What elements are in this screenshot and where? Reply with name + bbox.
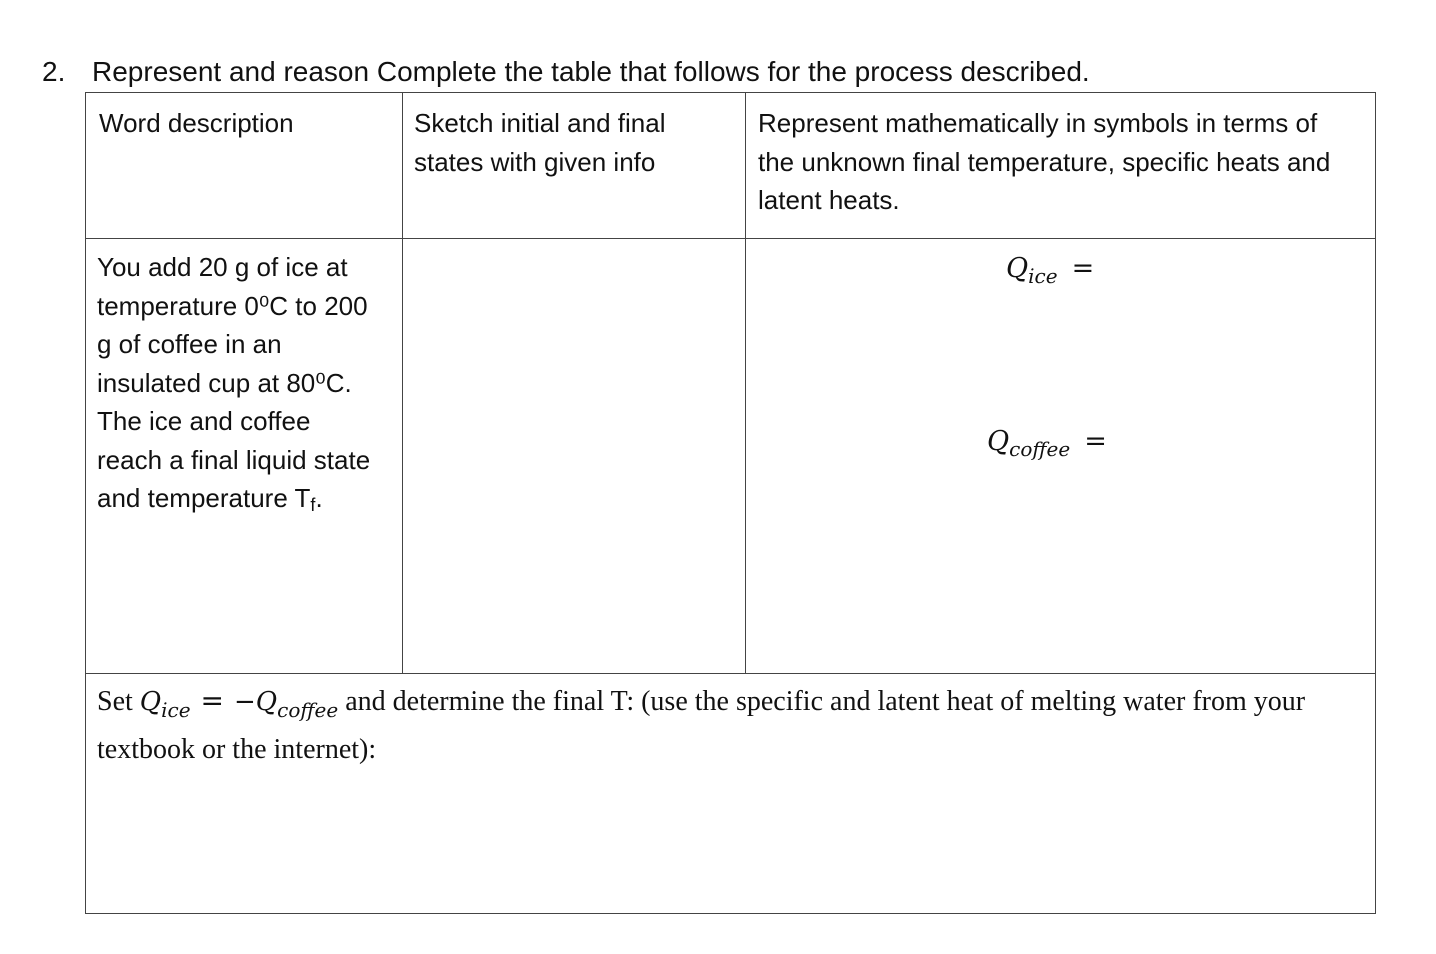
q-ice-subscript: ice bbox=[1028, 264, 1058, 288]
q-coffee-subscript: coffee bbox=[1009, 437, 1071, 461]
bottom-equals: = bbox=[200, 684, 225, 717]
tf-subscript: f bbox=[310, 495, 316, 515]
question-heading bbox=[42, 52, 1090, 92]
header-sketch: Sketch initial and final states with given info bbox=[414, 108, 666, 177]
bottom-row-divider bbox=[86, 673, 1375, 674]
q-coffee-equals: = bbox=[1084, 426, 1107, 457]
word-description-cell bbox=[97, 248, 379, 525]
q-coffee-equation bbox=[987, 426, 1107, 461]
sketch-cell[interactable] bbox=[403, 239, 744, 672]
q-ice-equals: = bbox=[1071, 253, 1095, 284]
header-represent: Represent mathematically in symbols in terms of the unknown final temperature, specific heats and latent heats. bbox=[758, 108, 1331, 215]
answer-area[interactable] bbox=[86, 763, 1375, 913]
worksheet-table bbox=[85, 92, 1376, 914]
word-description-text: You add 20 g of ice at temperature 0⁰C to 200 g of coffee in an insulated cup at 80⁰C. The ice and coffee reach a final liquid state and temperature T bbox=[97, 252, 371, 513]
bottom-q-coffee bbox=[234, 687, 339, 722]
word-description-end: . bbox=[315, 483, 323, 513]
q-coffee-symbol: Q bbox=[987, 426, 1010, 457]
question-text: Represent and reason Complete the table that follows for the process described. bbox=[92, 56, 1090, 87]
bottom-q-coffee-symbol: −Q bbox=[234, 687, 278, 717]
q-ice-symbol: Q bbox=[1006, 253, 1029, 284]
q-ice-equation bbox=[1006, 253, 1094, 288]
bottom-prefix: Set bbox=[97, 686, 140, 717]
bottom-suffix: and determine the final T: (use the specific and latent heat of melting water from your textbook or the internet): bbox=[97, 686, 1306, 765]
bottom-q-ice bbox=[139, 687, 191, 722]
question-number: 2. bbox=[42, 56, 66, 87]
bottom-q-ice-subscript: ice bbox=[161, 698, 191, 722]
bottom-instruction bbox=[97, 681, 1357, 770]
bottom-q-coffee-subscript: coffee bbox=[277, 698, 339, 722]
header-word-description: Word description bbox=[99, 108, 294, 138]
bottom-q-ice-symbol: Q bbox=[139, 687, 162, 717]
